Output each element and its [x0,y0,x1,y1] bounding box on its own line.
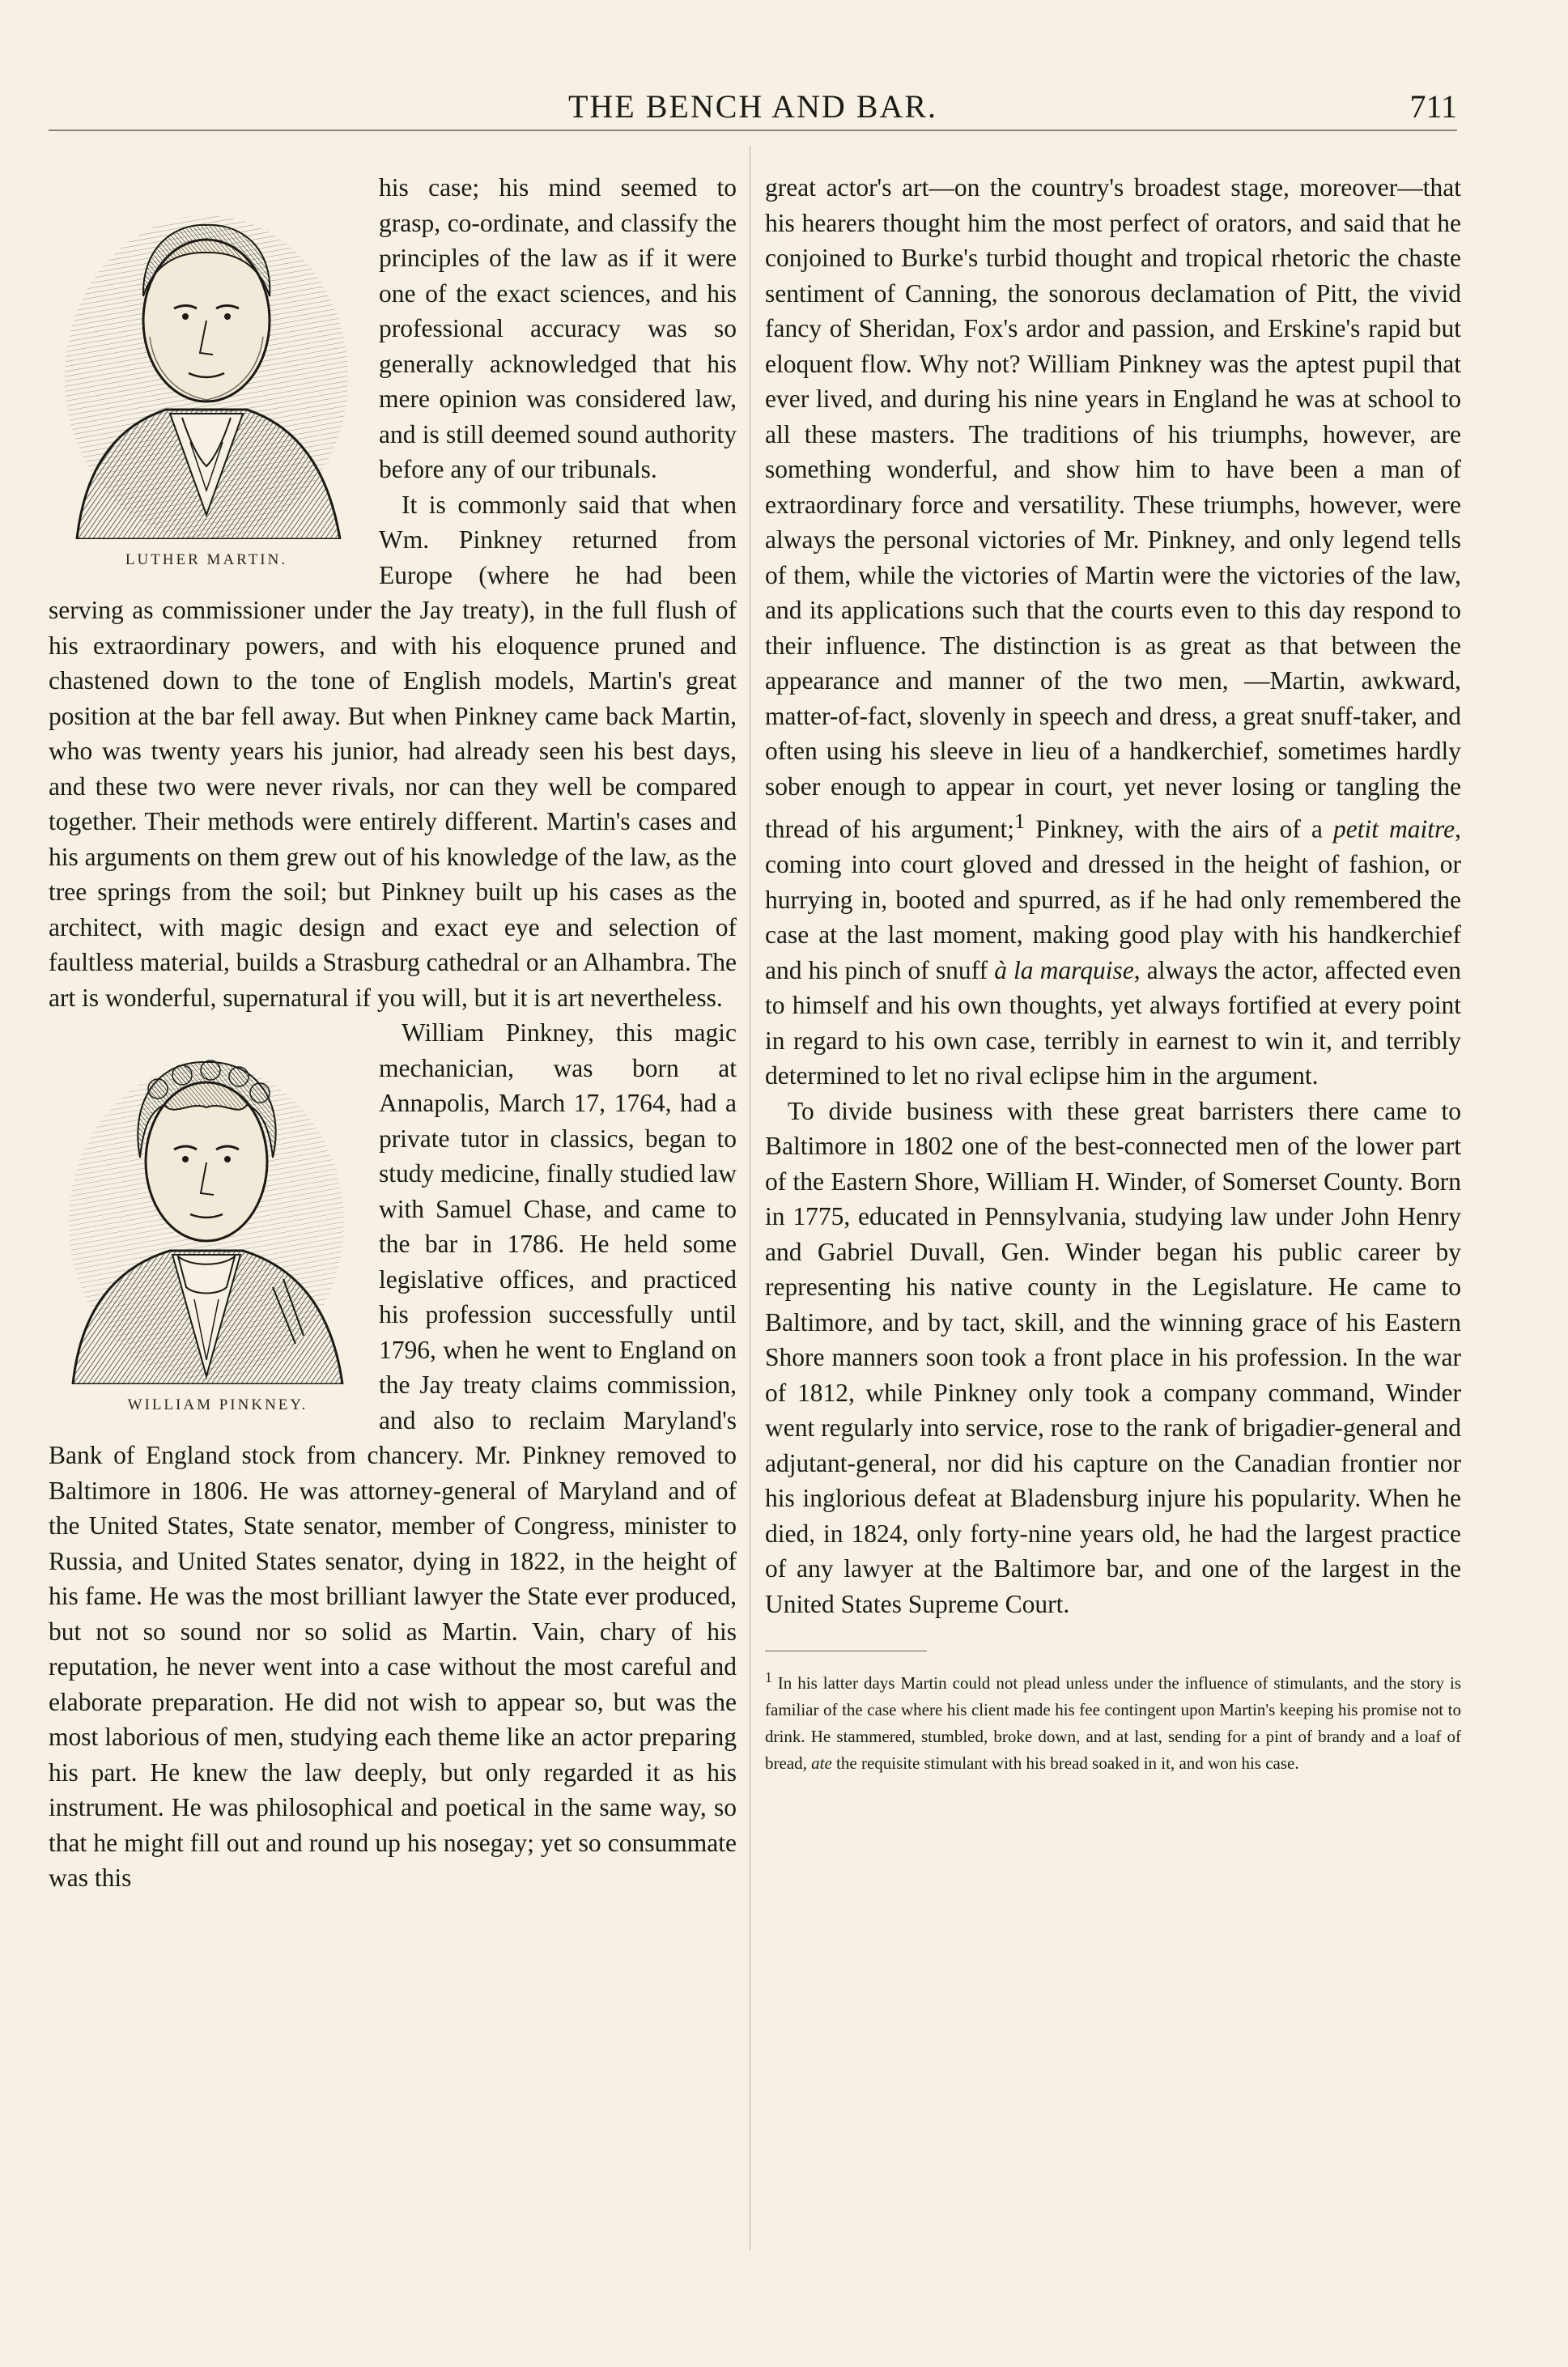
luther-martin-caption: LUTHER MARTIN. [125,551,288,568]
page-header [49,81,1457,131]
left-column [49,170,737,1896]
paragraph-pinkney-return: It is commonly said that when Wm. Pinkney returned from Europe (where he had been serving as commissioner under the Jay treaty), in the full flush of his extraordinary powers, and with his eloquence pruned and chastened down to the tone of English models, Martin's great position at the bar fell away. But when Pinkney came back Martin, who was twenty years his junior, had already seen his best days, and these two were never rivals, nor can they well be compared together. Their methods were entirely different. Martin's cases and his arguments on them grew out of his knowledge of the law, as the tree springs from the soil; but Pinkney built up his cases as the architect, with magic design and exact eye and selection of faultless material, builds a Strasburg cathedral or an Alhambra. The art is wonderful, supernatural if you will, but it is art nevertheless. [49,490,737,1012]
william-pinkney-caption: WILLIAM PINKNEY. [127,1396,308,1413]
right-column [765,170,1461,1777]
footnote-marker: 1 [765,1669,772,1685]
figure-william-pinkney [49,1020,364,1417]
figure-luther-martin [49,175,364,576]
paragraph-actors-art [765,170,1461,1094]
footnote [765,1664,1461,1777]
paragraph-actors-art-text-3: , coming into court gloved and dressed in the height of fashion, or hurrying in, booted and spurred, as if he had only remembered the case at the last moment, making good play with his handkerchief and his pinch of snuff [765,814,1462,984]
footnote-text-2: the requisite stimulant with his bread soaked in it, and won his case. [831,1753,1299,1773]
paragraph-actors-art-text-4: , always the actor, affected even to himself and his own thoughts, yet always fortified at every point in regard to his own case, terribly in earnest to win it, and terribly determined to let no rival eclipse him in the argument. [765,955,1461,1090]
footnote-text-1: In his latter days Martin could not plead unless under the influence of stimulants, and the story is familiar of the case where his client made his fee contingent upon Martin's keeping his promise not to drink. He stammered, stumbled, broke down, and at last, sending for a pint of brandy and a loaf of bread, [765,1673,1461,1773]
running-title: THE BENCH AND BAR. [567,88,938,125]
paragraph-case-continued-text: his case; his mind seemed to grasp, co-ordinate, and classify the principles of the law as if it were one of the exact sciences, and his professional accuracy was so generally acknowledged that his mere opinion was considered law, and is still deemed sound authority before any of our tribunals. [379,173,737,483]
william-pinkney-portrait-icon [61,1020,352,1384]
paragraph-actors-art-text-2: Pinkney, with the airs of a [1025,814,1333,844]
footnote-reference: 1 [1014,810,1026,833]
phrase-petit-maitre: petit maitre [1333,814,1455,844]
paragraph-actors-art-text-1: great actor's art—on the country's broadest stage, moreover—that his hearers thought him the most perfect of orators, and said that he conjoined to Burke's turbid thought and tropical rhetoric the chaste sentiment of Canning, the sonorous declamation of Pitt, the vivid fancy of Sheridan, Fox's ardor and passion, and Erskine's rapid but eloquent flow. Why not? William Pinkney was the aptest pupil that ever lived, and during his nine years in England he was at school to all these masters. The traditions of his triumphs, however, are something wonderful, and show him to have been a man of extraordinary force and versatility. These triumphs, however, were always the personal victories of Mr. Pinkney, and only legend tells of them, while the victories of Martin were the victories of the law, and its applications such that the courts even to this day respond to their influence. The distinction is as great as that between the appearance and manner of the two men, —Martin, awkward, matter-of-fact, slovenly in speech and dress, a great snuff-taker, and often using his sleeve in lieu of a handkerchief, sometimes hardly sober enough to appear in court, yet never losing or tangling the thread of his argument; [765,173,1461,844]
luther-martin-portrait-icon [61,175,352,539]
footnote-italic-ate: ate [811,1753,832,1773]
paragraph-case-continued [49,170,737,568]
paragraph-pinkney-biography [49,1015,737,1896]
phrase-a-la-marquise: à la marquise [994,955,1134,984]
paragraph-winder: To divide business with these great barristers there came to Baltimore in 1802 one of the best-connected men of the lower part of the Eastern Shore, William H. Winder, of Somerset County. Born in 1775, educated in Pennsylvania, studying law under John Henry and Gabriel Duvall, Gen. Winder began his public career by representing his native county in the Legislature. He came to Baltimore, and by tact, skill, and the winning grace of his Eastern Shore manners soon took a front place in his profession. In the war of 1812, while Pinkney only took a company command, Winder went regularly into service, rose to the rank of brigadier-general and adjutant-general, nor did his capture on the Canadian frontier nor his inglorious defeat at Bladensburg injure his popularity. When he died, in 1824, only forty-nine years old, he had the largest practice of any lawyer at the Baltimore bar, and one of the largest in the United States Supreme Court. [765,1096,1461,1618]
paragraph-pinkney-biography-text: William Pinkney, this magic mechanician, was born at Annapolis, March 17, 1764, had a private tutor in classics, began to study medicine, finally studied law with Samuel Chase, and came to the bar in 1786. He held some legislative offices, and practiced his profession successfully until 1796, when he went to England on the Jay treaty claims commission, and also to reclaim Maryland's Bank of England stock from chancery. Mr. Pinkney removed to Baltimore in 1806. He was attorney-general of Maryland and of the United States, State senator, member of Congress, minister to Russia, and United States senator, dying in 1822, in the height of his fame. He was the most brilliant lawyer the State ever produced, but not so sound nor so solid as Martin. Vain, chary of his reputation, he never went into a case without the most careful and elaborate preparation. He did not wish to appear so, but was the most laborious of men, studying each theme like an actor preparing his part. He knew the law deeply, but only regarded it as his instrument. He was philosophical and poetical in the same way, so that he might fill out and round up his nosegay; yet so consummate was this [49,1018,737,1892]
page-number: 711 [1409,88,1457,125]
